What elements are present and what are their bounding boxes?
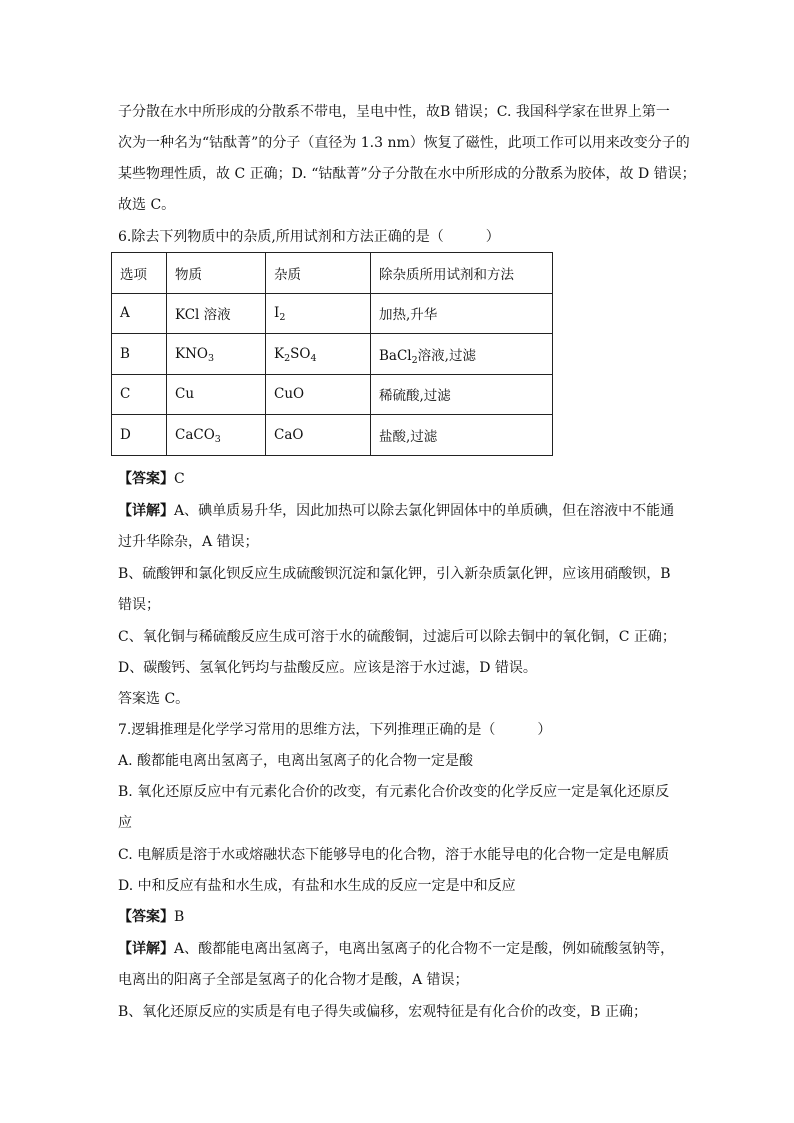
detail-line: 【详解】A、碘单质易升华，因此加热可以除去氯化钾固体中的单质碘，但在溶液中不能通 — [118, 503, 675, 519]
options-table — [111, 252, 553, 456]
paragraph-line: 某些物理性质，故 C 正确；D. “钴酞菁”分子分散在水中所形成的分散系为胶体，故 D 错误； — [118, 166, 696, 182]
table-row — [112, 415, 553, 456]
question-6-stem: 6.除去下列物质中的杂质,所用试剂和方法正确的是（ ） — [118, 229, 500, 245]
option-d: D. 中和反应有盐和水生成，有盐和水生成的反应一定是中和反应 — [118, 878, 516, 894]
option-cell: D — [112, 415, 167, 456]
answer-value: C — [174, 471, 185, 487]
substance-cell: $KNO_3$ — [167, 334, 266, 375]
option-b-continued: 应 — [118, 815, 132, 831]
detail-line: C、氧化铜与稀硫酸反应生成可溶于水的硫酸铜，过滤后可以除去铜中的氧化铜，C 正确； — [118, 629, 676, 645]
answer-line — [118, 469, 185, 489]
paragraph-line: 子分散在水中所形成的分散系不带电，呈电中性，故B 错误；C. 我国科学家在世界上第一 — [118, 104, 670, 120]
option-a: A. 酸都能电离出氢离子，电离出氢离子的化合物一定是酸 — [118, 753, 474, 769]
option-b: B. 氧化还原反应中有元素化合价的改变，有元素化合价改变的化学反应一定是氧化还原反 — [118, 784, 670, 800]
detail-line: B、氧化还原反应的实质是有电子得失或偏移，宏观特征是有化合价的改变，B 正确； — [118, 1004, 648, 1020]
detail-line: 【详解】A、酸都能电离出氢离子，电离出氢离子的化合物不一定是酸，例如硫酸氢钠等， — [118, 941, 675, 957]
header-cell: 杂质 — [266, 253, 371, 294]
method-cell: 加热,升华 — [371, 293, 553, 334]
impurity-cell: $K_2SO_4$ — [266, 334, 371, 375]
detail-label: 【详解】 — [118, 941, 174, 957]
option-cell: A — [112, 293, 167, 334]
table-header-row — [112, 253, 553, 294]
substance-cell: KCl 溶液 — [167, 293, 266, 334]
header-cell: 物质 — [167, 253, 266, 294]
impurity-cell: CaO — [266, 415, 371, 456]
option-cell: C — [112, 374, 167, 415]
answer-line — [118, 907, 184, 927]
header-cell: 选项 — [112, 253, 167, 294]
substance-cell: Cu — [167, 374, 266, 415]
impurity-cell: CuO — [266, 374, 371, 415]
table-row — [112, 293, 553, 334]
detail-line: 电离出的阳离子全部是氢离子的化合物才是酸，A 错误； — [118, 972, 469, 988]
answer-label: 【答案】 — [118, 471, 174, 487]
method-cell: 稀硫酸,过滤 — [371, 374, 553, 415]
header-cell: 除杂质所用试剂和方法 — [371, 253, 553, 294]
table-row — [112, 374, 553, 415]
answer-label: 【答案】 — [118, 909, 174, 925]
detail-line: B、硫酸钾和氯化钡反应生成硫酸钡沉淀和氯化钾，引入新杂质氯化钾，应该用硝酸钡，B — [118, 566, 671, 582]
answer-value: B — [174, 909, 185, 925]
option-c: C. 电解质是溶于水或熔融状态下能够导电的化合物，溶于水能导电的化合物一定是电解质 — [118, 847, 670, 863]
substance-cell: CaCO$_3$ — [167, 415, 266, 456]
method-cell: 盐酸,过滤 — [371, 415, 553, 456]
paragraph-line: 故选 C。 — [118, 197, 176, 213]
detail-label: 【详解】 — [118, 503, 174, 519]
detail-line: D、碳酸钙、氢氧化钙均与盐酸反应。应该是溶于水过滤，D 错误。 — [118, 660, 537, 676]
detail-line: 过升华除杂，A 错误； — [118, 534, 259, 550]
detail-line: 答案选 C。 — [118, 691, 190, 707]
detail-line: 错误； — [118, 597, 160, 613]
paragraph-line: 次为一种名为“钴酞菁”的分子（直径为 1.3 nm）恢复了磁性，此项工作可以用来改变分子的 — [118, 135, 690, 151]
option-cell: B — [112, 334, 167, 375]
method-cell: BaCl$_2$溶液,过滤 — [371, 334, 553, 375]
impurity-cell: $I_2$ — [266, 293, 371, 334]
question-7-stem: 7.逻辑推理是化学学习常用的思维方法，下列推理正确的是（ ） — [118, 722, 552, 738]
table-row — [112, 334, 553, 375]
